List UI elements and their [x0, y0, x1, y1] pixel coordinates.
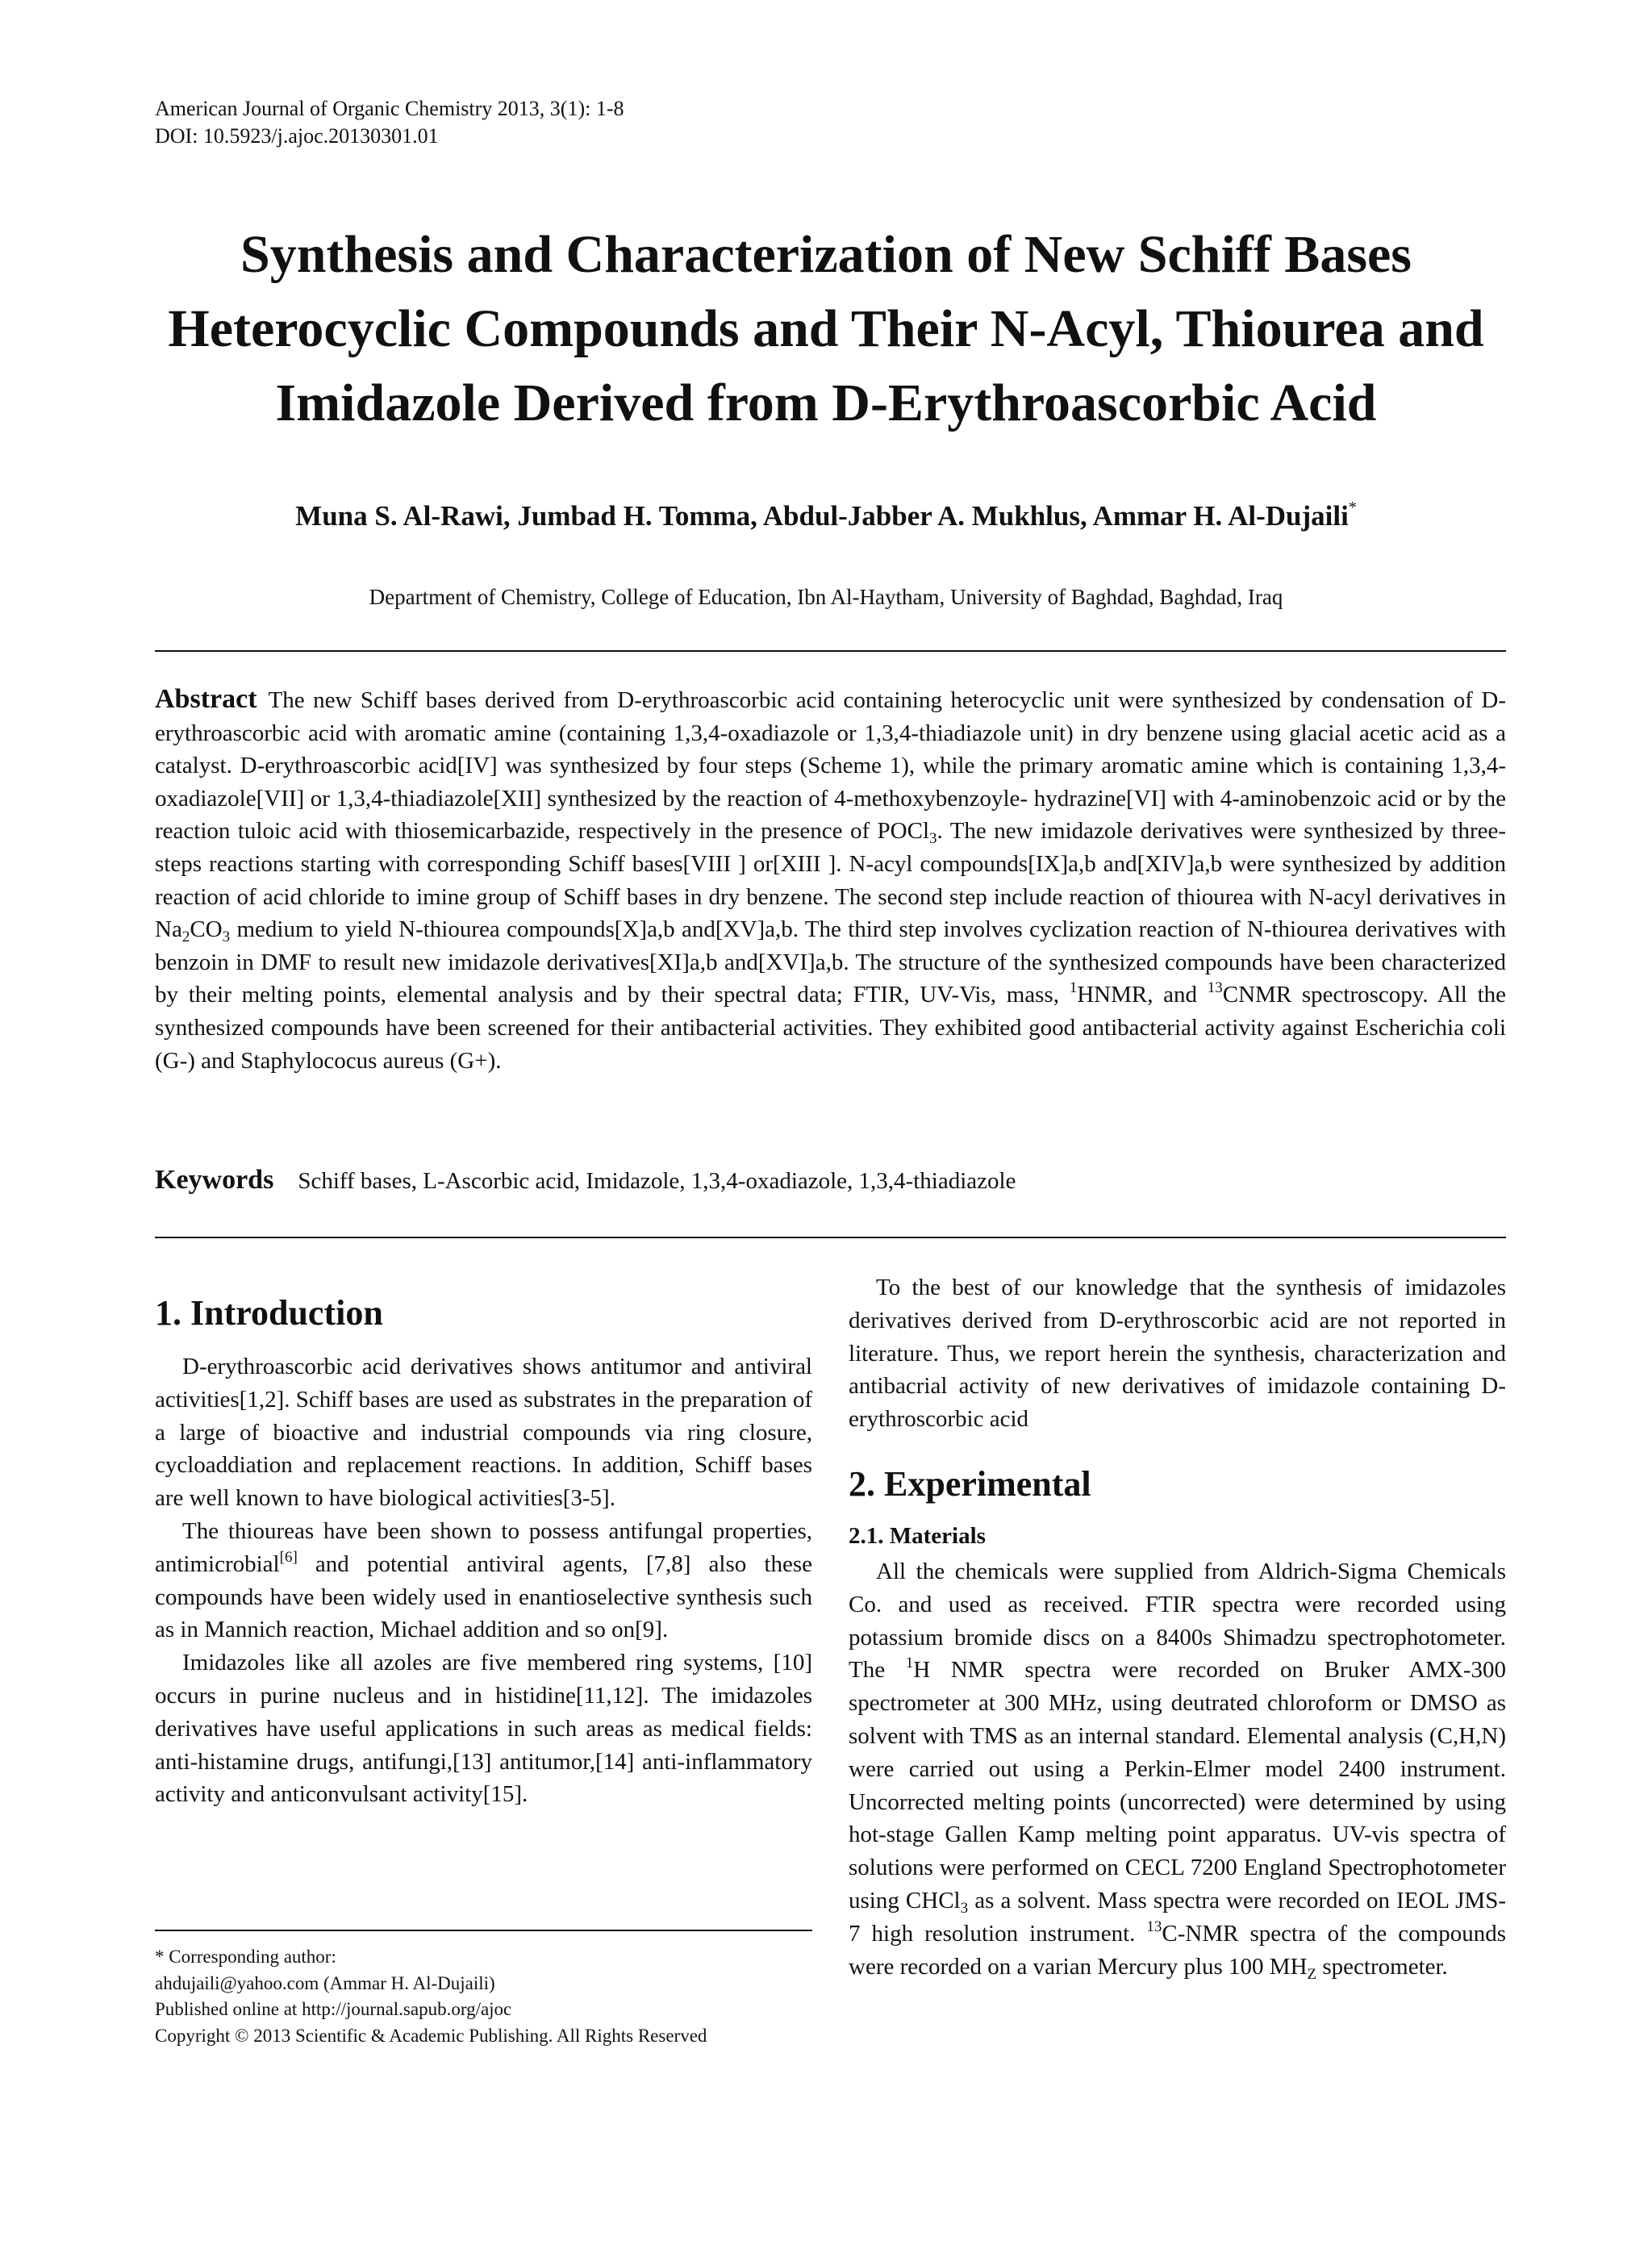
paragraph-text: The thioureas have been shown to possess antifungal properties, antimicrobial [155, 1517, 812, 1577]
materials-paragraph [849, 1555, 1506, 1983]
abstract-text: . The new imidazole derivatives were synthesized by three-steps reactions starting with corresponding Schiff bases[VIII ] or[XIII ]. N-acyl compounds[IX]a,b and[XIV]a,b were synthesized by addition reaction of acid chloride to imine group of Schiff bases in dry benzene. The second step include reaction of thiourea with N-acyl derivatives in Na [155, 818, 1506, 943]
abstract-label: Abstract [155, 684, 257, 714]
superscript: 1 [1069, 979, 1078, 997]
footnotes [155, 1944, 812, 2049]
citation-superscript: [6] [279, 1548, 298, 1566]
footnote-email: ahdujaili@yahoo.com (Ammar H. Al-Dujaili) [155, 1972, 495, 1993]
paragraph-text: spectrometer. [1316, 1953, 1448, 1980]
superscript: 13 [1207, 979, 1223, 997]
keywords [155, 1164, 1506, 1197]
section-heading-introduction: 1. Introduction [155, 1293, 383, 1333]
subsection-heading-materials: 2.1. Materials [849, 1522, 986, 1549]
paragraph-text: as a solvent. Mass spectra were recorded on IEOL JMS-7 high resolution instrument. [849, 1887, 1506, 1947]
superscript: 13 [1146, 1918, 1162, 1935]
section-heading-experimental: 2. Experimental [849, 1463, 1091, 1504]
intro-paragraph-2 [155, 1515, 812, 1646]
footnote-divider [155, 1930, 812, 1931]
abstract-text: CNMR spectroscopy. All the synthesized compounds have been screened for their antibacterial activities. They exhibited good antibacterial activity against Escherichia coli (G-) and Staphylococus aureus (G+). [155, 982, 1506, 1074]
keywords-text: Schiff bases, L-Ascorbic acid, Imidazole, 1,3,4-oxadiazole, 1,3,4-thiadiazole [298, 1168, 1016, 1194]
doi: DOI: 10.5923/j.ajoc.20130301.01 [155, 124, 439, 148]
footnote-published: Published online at http://journal.sapub.org/ajoc [155, 1999, 512, 2019]
paragraph-text: H NMR spectra were recorded on Bruker AMX-300 spectrometer at 300 MHz, using deutrated chloroform or DMSO as solvent with TMS as an internal standard. Elemental analysis (C,H,N) were carried out using a Perkin-Elmer model 2400 instrument. Uncorrected melting points (uncorrected) were determined by using hot-stage Gallen Kamp melting point apparatus. UV-vis spectra of solutions were performed on CECL 7200 England Spectrophotometer using CHCl [849, 1657, 1506, 1913]
keywords-label: Keywords [155, 1165, 274, 1195]
divider-top [155, 650, 1506, 652]
intro-paragraph-3: Imidazoles like all azoles are five membered ring systems, [10] occurs in purine nucleus and in histidine[11,12]. The imidazoles derivatives have useful applications in such areas as medical fields: anti-histamine drugs, antifungi,[13] antitumor,[14] anti-inflammatory activity and anticonvulsant activity[15]. [155, 1650, 812, 1808]
footnote-corresponding: * Corresponding author: [155, 1947, 336, 1967]
subscript: 2 [181, 929, 190, 946]
left-column [155, 1291, 812, 1811]
abstract [155, 683, 1506, 1077]
superscript: 1 [905, 1655, 914, 1672]
paragraph-text: and potential antiviral agents, [7,8] also these compounds have been widely used in enantioselective synthesis such as in Mannich reaction, Michael addition and so on[9]. [155, 1550, 812, 1643]
corresponding-marker: * [1348, 499, 1357, 516]
footnote-copyright: Copyright © 2013 Scientific & Academic Publishing. All Rights Reserved [155, 2025, 707, 2046]
subscript: 3 [960, 1899, 969, 1917]
author-list [97, 498, 1555, 535]
journal-citation: American Journal of Organic Chemistry 2013, 3(1): 1-8 [155, 97, 624, 120]
intro-paragraph-4: To the best of our knowledge that the synthesis of imidazoles derivatives derived from D-erythroscorbic acid are not reported in literature. Thus, we report herein the synthesis, characterization and antibacrial activity of new derivatives of imidazole containing D-erythroscorbic acid [849, 1275, 1506, 1433]
author-names: Muna S. Al-Rawi, Jumbad H. Tomma, Abdul-Jabber A. Mukhlus, Ammar H. Al-Dujaili [295, 500, 1349, 532]
abstract-text: HNMR, and [1077, 982, 1208, 1008]
title-line-2: Heterocyclic Compounds and Their N-Acyl, Thiourea and [168, 299, 1484, 358]
title-line-3: Imidazole Derived from D-Erythroascorbic Acid [275, 374, 1377, 432]
affiliation: Department of Chemistry, College of Education, Ibn Al-Haytham, University of Baghdad, Baghdad, Iraq [369, 585, 1283, 609]
right-column [849, 1271, 1506, 1983]
subscript: 3 [929, 830, 937, 848]
title-line-1: Synthesis and Characterization of New Schiff Bases [240, 225, 1412, 284]
subscript: 3 [222, 929, 231, 946]
subscript: Z [1307, 1965, 1317, 1983]
intro-paragraph-1: D-erythroascorbic acid derivatives shows antitumor and antiviral activities[1,2]. Schiff bases are used as substrates in the preparation of a large of bioactive and industrial compounds via ring closure, cycloaddiation and replacement reactions. In addition, Schiff bases are well known to have biological activities[3-5]. [155, 1354, 812, 1512]
paragraph-text: All the chemicals were supplied from Aldrich-Sigma Chemicals Co. and used as received. FTIR spectra were recorded using potassium bromide discs on a 8400s Shimadzu spectrophotometer. The [849, 1558, 1506, 1684]
paper-title [97, 218, 1555, 440]
journal-header [155, 95, 624, 150]
abstract-text: CO [190, 916, 223, 943]
divider-bottom [155, 1237, 1506, 1238]
abstract-text: medium to yield N-thiourea compounds[X]a,b and[XV]a,b. The third step involves cyclization reaction of N-thiourea derivatives with benzoin in DMF to result new imidazole derivatives[XI]a,b and[XVI]a,b. The structure of the synthesized compounds have been characterized by their melting points, elemental analysis and by their spectral data; FTIR, UV-Vis, mass, [155, 916, 1506, 1008]
paragraph-text: C-NMR spectra of the compounds were recorded on a varian Mercury plus 100 MH [849, 1920, 1506, 1980]
abstract-text: The new Schiff bases derived from D-erythroascorbic acid containing heterocyclic unit were synthesized by condensation of D-erythroascorbic acid with aromatic amine (containing 1,3,4-oxadiazole or 1,3,4-thiadiazole unit) in dry benzene using glacial acetic acid as a catalyst. D-erythroascorbic acid[IV] was synthesized by four steps (Scheme 1), while the primary aromatic amine which is containing 1,3,4-oxadiazole[VII] or 1,3,4-thiadiazole[XII] synthesized by the reaction of 4-methoxybenzoyle- hydrazine[VI] with 4-aminobenzoic acid or by the reaction tuloic acid with thiosemicarbazide, respectively in the presence of POCl [155, 687, 1506, 845]
